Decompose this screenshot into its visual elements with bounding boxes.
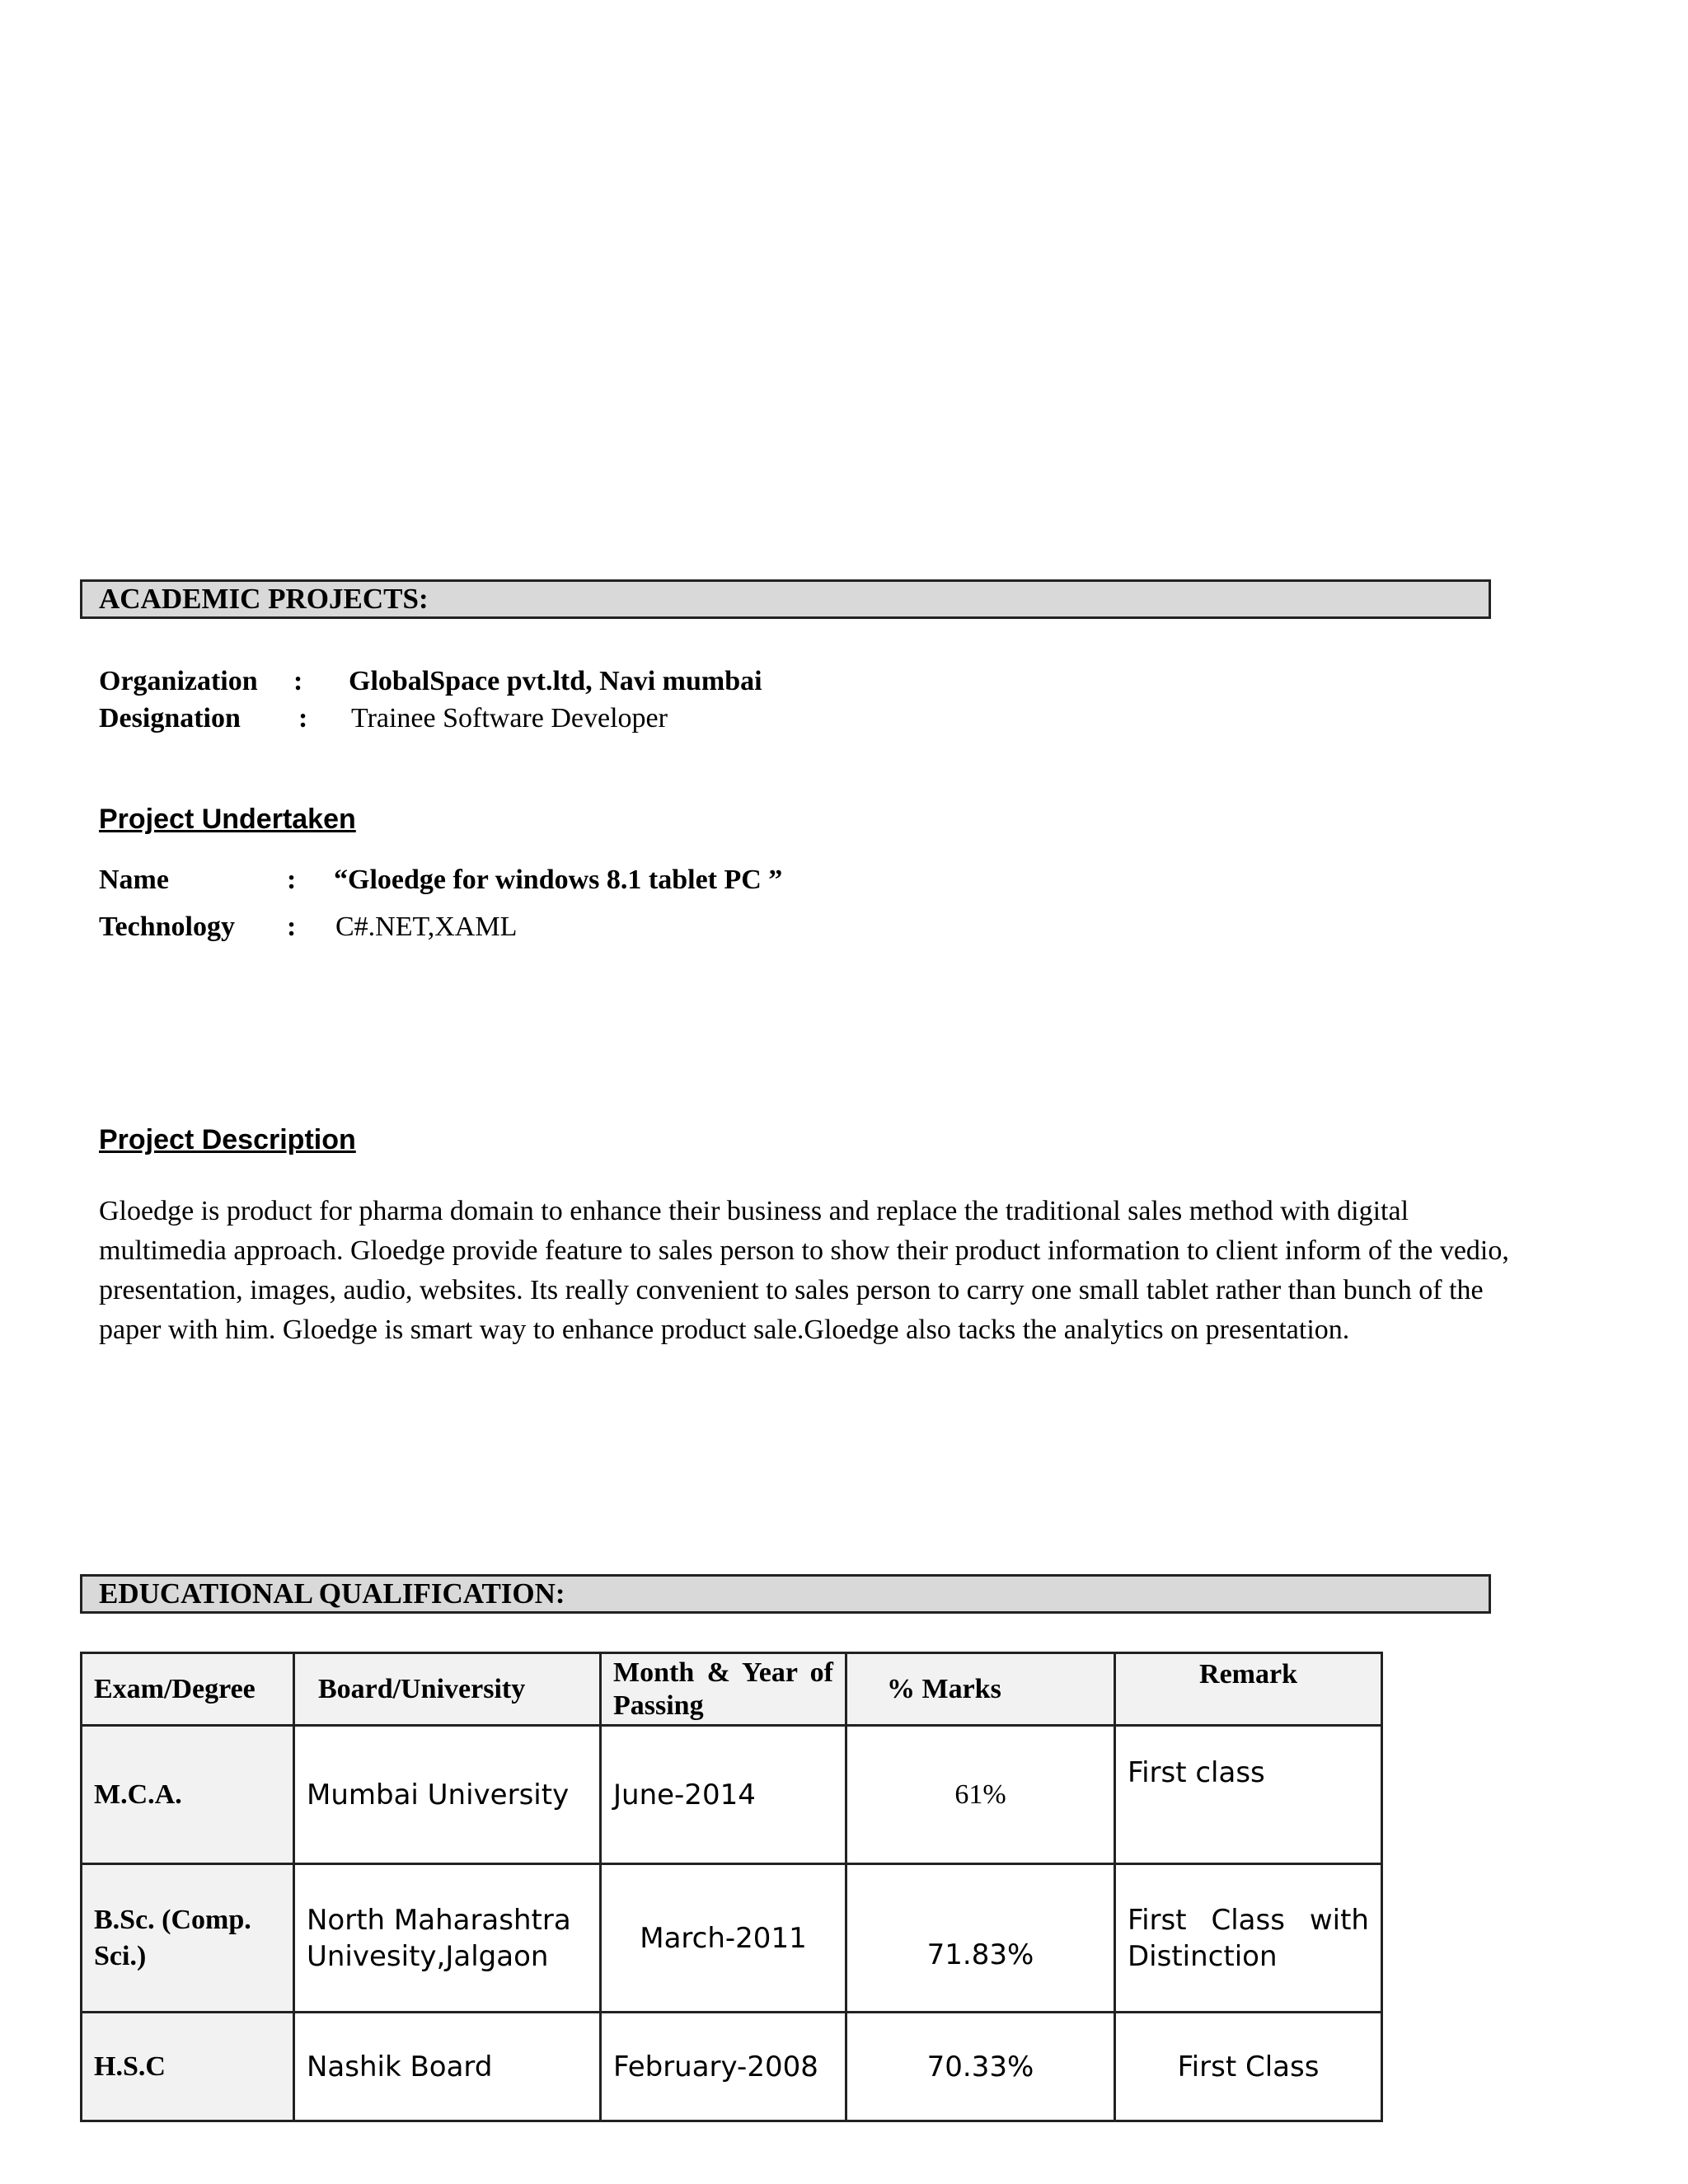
row-mca-date: June-2014 [601, 1726, 846, 1864]
technology-colon: : [287, 912, 297, 942]
row-hsc-board: Nashik Board [294, 2013, 601, 2121]
project-undertaken-heading: Project Undertaken [99, 804, 356, 835]
designation-value: Trainee Software Developer [351, 703, 668, 733]
row-bsc-exam: B.Sc. (Comp. Sci.) [82, 1864, 294, 2013]
technology-value: C#.NET,XAML [335, 912, 518, 942]
organization-colon: : [293, 666, 303, 696]
designation-colon: : [298, 703, 308, 733]
organization-value: GlobalSpace pvt.ltd, Navi mumbai [349, 666, 762, 696]
header-marks: % Marks [846, 1653, 1115, 1726]
table-row [82, 2013, 1382, 2121]
project-description-text: Gloedge is product for pharma domain to enhance their business and replace the traditional sales method with digital multimedia approach. Gloedge provide feature to sales person to show their product information to client inform of the vedio, presentation, images, audio, websites. Its really convenient to sales person to carry one small tablet rather than bunch of the paper with him. Gloedge is smart way to enhance product sale.Gloedge also tacks the analytics on presentation. [99, 1196, 1509, 1345]
project-name-value: “Gloedge for windows 8.1 tablet PC ” [334, 865, 783, 895]
educational-qualification-header: EDUCATIONAL QUALIFICATION: [80, 1574, 1491, 1614]
header-board-university: Board/University [294, 1653, 601, 1726]
row-hsc-remark: First Class [1115, 2013, 1382, 2121]
organization-label: Organization [99, 666, 258, 696]
row-bsc-marks: 71.83% [846, 1864, 1115, 2013]
row-mca-board: Mumbai University [294, 1726, 601, 1864]
project-name-colon: : [287, 865, 297, 895]
table-header-row [82, 1653, 1382, 1726]
row-bsc-board: North Maharashtra Univesity,Jalgaon [294, 1864, 601, 2013]
row-mca-remark: First class [1115, 1726, 1382, 1864]
row-mca-exam: M.C.A. [82, 1726, 294, 1864]
row-hsc-date: February-2008 [601, 2013, 846, 2121]
table-row [82, 1726, 1382, 1864]
designation-label: Designation [99, 703, 241, 733]
project-description-heading: Project Description [99, 1124, 356, 1155]
row-bsc-date: March-2011 [601, 1864, 846, 2013]
education-table [80, 1652, 1383, 2122]
row-mca-marks: 61% [846, 1726, 1115, 1864]
header-month-year: Month & Year of Passing [601, 1653, 846, 1726]
project-name-label: Name [99, 865, 169, 895]
row-hsc-exam: H.S.C [82, 2013, 294, 2121]
technology-label: Technology [99, 912, 236, 942]
header-exam-degree: Exam/Degree [82, 1653, 294, 1726]
academic-projects-header: ACADEMIC PROJECTS: [80, 579, 1491, 619]
table-row [82, 1864, 1382, 2013]
row-bsc-remark: First Class with Distinction [1115, 1864, 1382, 2013]
header-remark: Remark [1115, 1653, 1382, 1726]
row-hsc-marks: 70.33% [846, 2013, 1115, 2121]
